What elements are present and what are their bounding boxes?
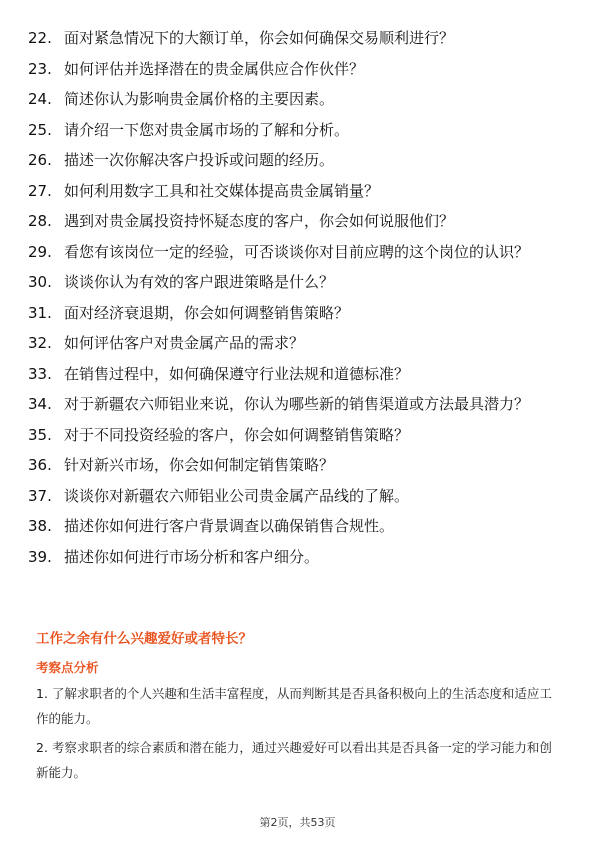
question-text: 面对紧急情况下的大额订单，你会如何确保交易顺利进行？ xyxy=(64,29,455,47)
question-text: 请介绍一下您对贵金属市场的了解和分析。 xyxy=(64,120,350,139)
question-text: 描述你如何进行客户背景调查以确保销售合规性。 xyxy=(64,517,395,535)
question-item xyxy=(28,515,568,537)
question-item xyxy=(28,149,568,171)
question-text: 简述你认为影响贵金属价格的主要因素。 xyxy=(64,90,335,108)
question-number: 36. xyxy=(28,456,52,474)
question-item xyxy=(28,241,568,263)
question-text: 如何评估并选择潜在的贵金属供应合作伙伴？ xyxy=(64,59,365,78)
question-item xyxy=(28,332,568,354)
question-item xyxy=(28,210,568,232)
question-number: 26. xyxy=(28,151,52,169)
question-number: 31. xyxy=(28,303,52,322)
analysis-subtitle: 考察点分析 xyxy=(36,660,99,675)
question-number: 29. xyxy=(28,242,52,261)
question-text: 描述一次你解决客户投诉或问题的经历。 xyxy=(64,151,335,169)
question-text: 针对新兴市场，你会如何制定销售策略？ xyxy=(64,456,335,474)
question-text: 遇到对贵金属投资持怀疑态度的客户，你会如何说服他们？ xyxy=(64,212,455,230)
question-number: 28. xyxy=(28,212,52,230)
question-item xyxy=(28,58,568,80)
analysis-point: 1. 了解求职者的个人兴趣和生活丰富程度，从而判断其是否具备积极向上的生活态度和适应工作的能力。 xyxy=(36,686,552,726)
question-number: 30. xyxy=(28,273,52,291)
question-text: 如何利用数字工具和社交媒体提高贵金属销量？ xyxy=(64,181,380,200)
question-item xyxy=(28,424,568,446)
section-title: 工作之余有什么兴趣爱好或者特长？ xyxy=(36,631,252,647)
question-item xyxy=(28,180,568,202)
question-text: 对于新疆农六师铝业来说，你认为哪些新的销售渠道或方法最具潜力？ xyxy=(64,395,530,413)
question-number: 24. xyxy=(28,90,52,108)
question-text: 描述你如何进行市场分析和客户细分。 xyxy=(64,547,320,566)
question-number: 37. xyxy=(28,486,52,505)
question-item xyxy=(28,27,568,49)
question-item xyxy=(28,454,568,476)
page-footer: 第2页，共53页 xyxy=(259,816,336,829)
question-number: 35. xyxy=(28,425,52,444)
question-number: 32. xyxy=(28,334,52,352)
question-number: 27. xyxy=(28,181,52,200)
question-number: 34. xyxy=(28,395,52,413)
analysis-points xyxy=(36,681,564,789)
question-number: 22. xyxy=(28,29,52,47)
question-text: 在销售过程中，如何确保遵守行业法规和道德标准？ xyxy=(64,364,410,383)
question-item xyxy=(28,546,568,568)
question-item xyxy=(28,363,568,385)
question-text: 谈谈你认为有效的客户跟进策略是什么？ xyxy=(64,273,335,291)
question-item xyxy=(28,393,568,415)
question-number: 25. xyxy=(28,120,52,139)
question-item xyxy=(28,88,568,110)
question-text: 看您有该岗位一定的经验，可否谈谈你对目前应聘的这个岗位的认识？ xyxy=(64,242,530,261)
question-text: 对于不同投资经验的客户，你会如何调整销售策略？ xyxy=(64,425,410,444)
question-text: 如何评估客户对贵金属产品的需求？ xyxy=(64,334,305,352)
analysis-point: 2. 考察求职者的综合素质和潜在能力，通过兴趣爱好可以看出其是否具备一定的学习能力和创新能力。 xyxy=(36,740,552,780)
question-item xyxy=(28,271,568,293)
question-text: 谈谈你对新疆农六师铝业公司贵金属产品线的了解。 xyxy=(64,486,410,505)
question-number: 33. xyxy=(28,364,52,383)
question-list xyxy=(28,27,568,576)
question-number: 38. xyxy=(28,517,52,535)
question-number: 39. xyxy=(28,547,52,566)
question-item xyxy=(28,119,568,141)
question-item xyxy=(28,485,568,507)
question-text: 面对经济衰退期，你会如何调整销售策略？ xyxy=(64,303,350,322)
question-number: 23. xyxy=(28,59,52,78)
question-item xyxy=(28,302,568,324)
